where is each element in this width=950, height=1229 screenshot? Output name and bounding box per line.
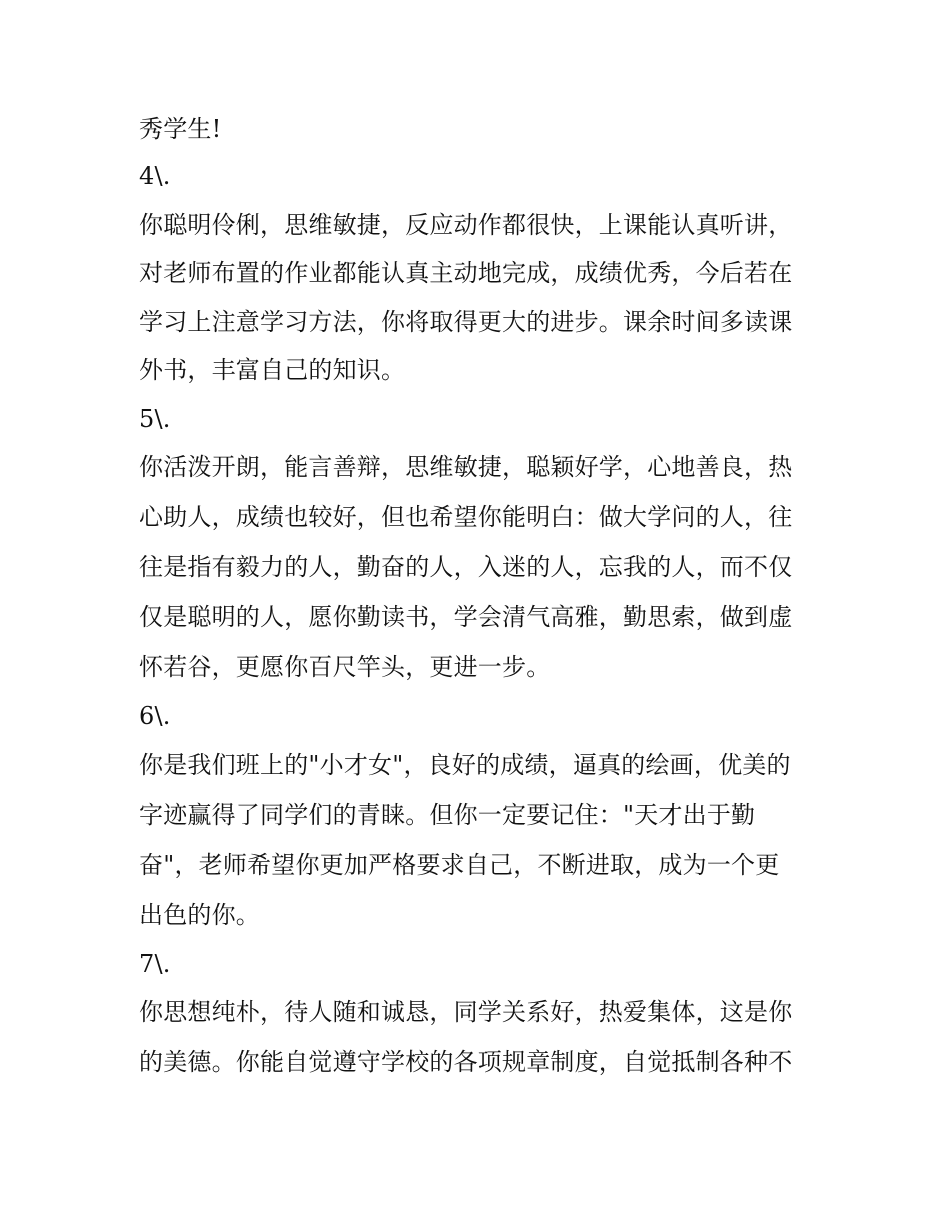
text-line: 学习上注意学习方法，你将取得更大的进步。课余时间多读课	[139, 308, 793, 336]
text-line: 心助人，成绩也较好，但也希望你能明白：做大学问的人，往	[139, 503, 793, 531]
item-number: 6\.	[139, 702, 171, 730]
text-line: 对老师布置的作业都能认真主动地完成，成绩优秀，今后若在	[139, 259, 793, 287]
text-line: 出色的你。	[139, 901, 260, 929]
text-line: 的美德。你能自觉遵守学校的各项规章制度，自觉抵制各种不	[139, 1048, 793, 1076]
item-number: 4\.	[139, 162, 171, 190]
text-line: 你是我们班上的"小才女"，良好的成绩，逼真的绘画，优美的	[139, 751, 791, 779]
item-number: 7\.	[139, 950, 171, 978]
text-line: 你思想纯朴，待人随和诚恳，同学关系好，热爱集体，这是你	[139, 998, 793, 1026]
text-line: 怀若谷，更愿你百尺竿头，更进一步。	[139, 653, 551, 681]
text-line: 你活泼开朗，能言善辩，思维敏捷，聪颖好学，心地善良，热	[139, 453, 793, 481]
text-line: 秀学生!	[139, 115, 222, 143]
item-number: 5\.	[139, 405, 171, 433]
text-line: 字迹赢得了同学们的青睐。但你一定要记住："天才出于勤	[139, 801, 756, 829]
text-line: 仅是聪明的人，愿你勤读书，学会清气高雅，勤思索，做到虚	[139, 603, 793, 631]
text-line: 外书，丰富自己的知识。	[139, 356, 406, 384]
text-line: 往是指有毅力的人，勤奋的人，入迷的人，忘我的人，而不仅	[139, 553, 793, 581]
text-line: 奋"，老师希望你更加严格要求自己，不断进取，成为一个更	[139, 851, 780, 879]
text-line: 你聪明伶俐，思维敏捷，反应动作都很快，上课能认真听讲，	[139, 211, 793, 239]
